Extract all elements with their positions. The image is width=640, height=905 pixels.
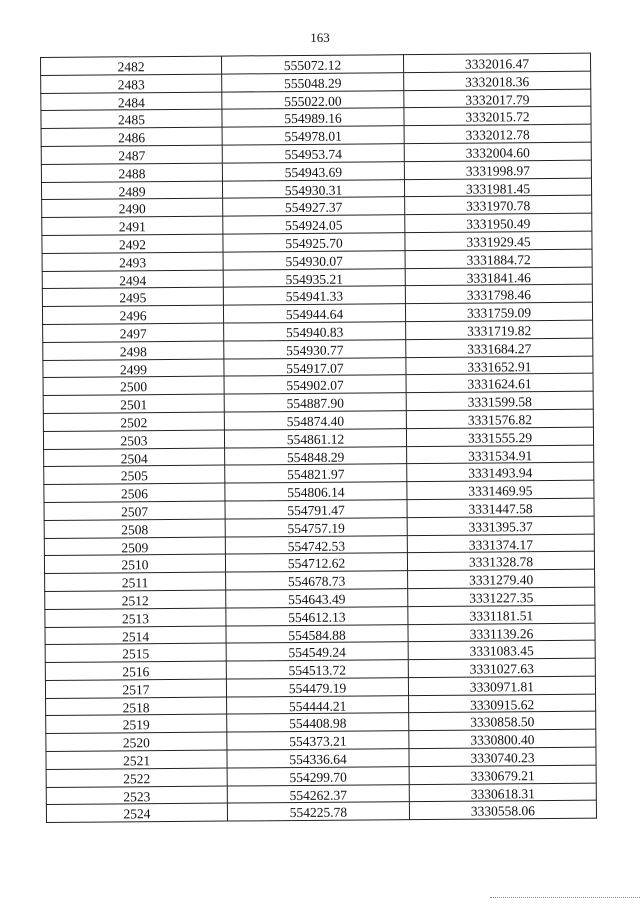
y-coordinate-cell-text: 3330858.50 <box>470 714 535 731</box>
point-number-cell-text: 2517 <box>122 682 150 698</box>
point-number-cell-text: 2486 <box>118 130 146 146</box>
x-coordinate-cell <box>226 589 408 608</box>
x-coordinate-cell-text: 554874.40 <box>286 413 345 430</box>
point-number-cell-text: 2509 <box>121 539 149 555</box>
point-number-cell-text: 2484 <box>117 94 145 110</box>
x-coordinate-cell-text: 554299.70 <box>289 769 347 785</box>
y-coordinate-cell-text: 3331534.91 <box>468 447 533 464</box>
x-coordinate-cell-text: 554941.33 <box>285 288 344 305</box>
x-coordinate-cell-text: 554943.69 <box>284 164 343 180</box>
y-coordinate-cell-text: 3330915.62 <box>469 696 535 713</box>
x-coordinate-cell <box>227 766 409 785</box>
x-coordinate-cell <box>221 55 403 74</box>
point-number-cell <box>41 181 222 200</box>
point-number-cell-text: 2489 <box>118 183 146 199</box>
y-coordinate-cell-text: 3331395.37 <box>468 518 533 535</box>
x-coordinate-cell-text: 554925.70 <box>285 235 343 252</box>
x-coordinate-cell-text: 554924.05 <box>285 217 343 234</box>
x-coordinate-cell <box>222 126 404 145</box>
x-coordinate-cell <box>225 553 407 572</box>
point-number-cell <box>44 537 225 556</box>
point-number-cell-text: 2502 <box>120 415 148 431</box>
y-coordinate-cell-text: 3331227.35 <box>469 590 534 606</box>
x-coordinate-cell-text: 554612.13 <box>288 609 346 625</box>
x-coordinate-cell <box>226 624 408 643</box>
point-number-cell <box>44 448 225 467</box>
point-number-cell-text: 2500 <box>120 379 148 395</box>
point-number-cell <box>42 270 223 289</box>
point-number-cell <box>42 216 223 235</box>
x-coordinate-cell <box>227 731 409 750</box>
x-coordinate-cell-text: 554549.24 <box>288 644 346 661</box>
y-coordinate-cell-text: 3331027.63 <box>469 661 534 677</box>
y-coordinate-cell-text: 3332018.36 <box>465 73 530 90</box>
x-coordinate-cell <box>226 678 408 697</box>
y-coordinate-cell-text: 3331684.27 <box>467 340 532 357</box>
y-coordinate-cell-text: 3331950.49 <box>466 216 531 232</box>
point-number-cell <box>45 679 226 698</box>
y-coordinate-cell-text: 3331181.51 <box>469 607 534 624</box>
x-coordinate-cell-text: 554712.62 <box>287 555 346 572</box>
x-coordinate-cell-text: 554791.47 <box>287 502 345 518</box>
coordinates-table <box>40 53 597 824</box>
scan-edge-mark <box>490 897 640 899</box>
x-coordinate-cell-text: 554479.19 <box>288 680 347 696</box>
y-coordinate-cell-text: 3331970.78 <box>466 198 531 215</box>
point-number-cell <box>42 305 223 324</box>
y-coordinate-cell-text: 3330558.06 <box>470 803 536 820</box>
point-number-cell-text: 2510 <box>121 557 149 573</box>
point-number-cell <box>45 643 226 662</box>
x-coordinate-cell-text: 554806.14 <box>287 484 345 501</box>
y-coordinate-cell <box>407 480 594 499</box>
y-coordinate-cell <box>405 302 592 321</box>
point-number-cell <box>45 590 226 609</box>
point-number-cell-text: 2491 <box>118 219 146 235</box>
x-coordinate-cell-text: 554643.49 <box>288 591 346 607</box>
x-coordinate-cell-text: 554757.19 <box>287 520 345 536</box>
point-number-cell-text: 2496 <box>119 308 147 324</box>
x-coordinate-cell <box>222 72 404 91</box>
point-number-cell <box>44 519 225 538</box>
y-coordinate-cell <box>405 196 592 215</box>
x-coordinate-cell <box>222 179 404 198</box>
y-coordinate-cell <box>409 747 596 766</box>
x-coordinate-cell <box>223 286 405 305</box>
y-coordinate-cell-text: 3331719.82 <box>467 323 532 339</box>
y-coordinate-cell-text: 3331652.91 <box>467 358 532 375</box>
point-number-cell-text: 2487 <box>118 148 146 164</box>
point-number-cell <box>41 109 222 128</box>
point-number-cell-text: 2511 <box>121 575 149 591</box>
point-number-cell <box>45 608 226 627</box>
point-number-cell <box>41 127 222 146</box>
x-coordinate-cell <box>222 108 404 127</box>
coordinates-table-body <box>41 53 597 823</box>
point-number-cell <box>42 234 223 253</box>
y-coordinate-cell-text: 3331624.61 <box>467 376 532 392</box>
y-coordinate-cell <box>408 658 595 677</box>
y-coordinate-cell-text: 3331469.95 <box>468 483 533 499</box>
point-number-cell-text: 2498 <box>119 343 147 360</box>
y-coordinate-cell-text: 3330618.31 <box>470 785 535 802</box>
x-coordinate-cell-text: 554902.07 <box>286 377 344 394</box>
y-coordinate-cell <box>406 391 593 410</box>
point-number-cell <box>43 359 224 378</box>
x-coordinate-cell <box>223 250 405 269</box>
point-number-cell <box>43 323 224 342</box>
point-number-cell-text: 2521 <box>122 753 151 769</box>
y-coordinate-cell-text: 3331929.45 <box>466 234 531 250</box>
y-coordinate-cell-text: 3331841.46 <box>466 269 531 286</box>
point-number-cell-text: 2497 <box>119 326 147 342</box>
y-coordinate-cell-text: 3331279.40 <box>469 572 534 588</box>
y-coordinate-cell <box>409 783 596 802</box>
y-coordinate-cell-text: 3331139.26 <box>469 625 534 642</box>
x-coordinate-cell <box>225 500 407 519</box>
x-coordinate-cell <box>225 517 407 536</box>
y-coordinate-cell <box>408 587 595 606</box>
y-coordinate-cell <box>407 534 594 553</box>
x-coordinate-cell-text: 554373.21 <box>289 733 347 750</box>
x-coordinate-cell-text: 554930.07 <box>285 253 343 269</box>
y-coordinate-cell <box>409 712 596 731</box>
x-coordinate-cell <box>227 695 409 714</box>
x-coordinate-cell-text: 554940.83 <box>285 324 344 341</box>
y-coordinate-cell-text: 3330800.40 <box>470 732 535 748</box>
point-number-cell-text: 2493 <box>119 254 147 271</box>
x-coordinate-cell-text: 554930.31 <box>284 182 343 198</box>
point-number-cell-text: 2506 <box>120 486 148 502</box>
x-coordinate-cell-text: 554742.53 <box>287 538 346 554</box>
y-coordinate-cell-text: 3332015.72 <box>465 109 530 126</box>
point-number-cell-text: 2522 <box>123 771 151 787</box>
x-coordinate-cell <box>223 304 405 323</box>
y-coordinate-cell <box>406 374 593 393</box>
x-coordinate-cell-text: 554861.12 <box>286 431 345 447</box>
point-number-cell-text: 2503 <box>120 432 148 449</box>
y-coordinate-cell <box>404 89 591 108</box>
y-coordinate-cell <box>405 285 592 304</box>
y-coordinate-cell-text: 3331493.94 <box>468 465 533 481</box>
x-coordinate-cell-text: 554336.64 <box>289 751 347 768</box>
y-coordinate-cell <box>407 445 594 464</box>
point-number-cell <box>43 430 224 449</box>
x-coordinate-cell-text: 554989.16 <box>284 111 342 127</box>
y-coordinate-cell <box>409 765 596 784</box>
point-number-cell <box>46 786 227 805</box>
x-coordinate-cell <box>223 197 405 216</box>
point-number-cell-text: 2519 <box>122 717 150 733</box>
point-number-cell-text: 2513 <box>121 610 149 627</box>
x-coordinate-cell <box>226 606 408 625</box>
x-coordinate-cell <box>226 660 408 679</box>
x-coordinate-cell-text: 554408.98 <box>289 716 347 732</box>
y-coordinate-cell <box>404 124 591 143</box>
x-coordinate-cell <box>223 268 405 287</box>
y-coordinate-cell-text: 3332004.60 <box>465 145 530 161</box>
y-coordinate-cell <box>408 676 595 695</box>
x-coordinate-cell <box>226 642 408 661</box>
y-coordinate-cell-text: 3331998.97 <box>465 162 531 179</box>
x-coordinate-cell-text: 554917.07 <box>286 360 344 376</box>
point-number-cell-text: 2490 <box>118 201 146 217</box>
y-coordinate-cell <box>404 71 591 90</box>
point-number-cell <box>44 501 225 520</box>
point-number-cell <box>44 465 225 484</box>
point-number-cell-text: 2492 <box>118 237 147 253</box>
x-coordinate-cell-text: 554225.78 <box>289 805 348 821</box>
point-number-cell <box>46 715 227 734</box>
x-coordinate-cell <box>227 749 409 768</box>
point-number-cell <box>46 768 227 787</box>
y-coordinate-cell <box>405 267 592 286</box>
y-coordinate-cell-text: 3331798.46 <box>466 287 532 304</box>
x-coordinate-cell <box>225 464 407 483</box>
x-coordinate-cell-text: 554978.01 <box>284 128 342 145</box>
y-coordinate-cell-text: 3332017.79 <box>465 91 530 108</box>
x-coordinate-cell <box>227 713 409 732</box>
y-coordinate-cell <box>409 729 596 748</box>
y-coordinate-cell <box>407 516 594 535</box>
point-number-cell <box>41 56 222 75</box>
point-number-cell-text: 2485 <box>117 112 146 128</box>
x-coordinate-cell <box>226 571 408 590</box>
point-number-cell <box>45 572 226 591</box>
point-number-cell-text: 2488 <box>118 165 146 182</box>
y-coordinate-cell <box>408 623 595 642</box>
point-number-cell <box>41 92 222 111</box>
x-coordinate-cell <box>225 535 407 554</box>
point-number-cell <box>46 732 227 751</box>
y-coordinate-cell-text: 3331555.29 <box>467 429 533 446</box>
y-coordinate-cell <box>404 107 591 126</box>
point-number-cell-text: 2495 <box>119 290 147 306</box>
point-number-cell-text: 2483 <box>117 76 145 93</box>
y-coordinate-cell-text: 3332012.78 <box>465 127 530 143</box>
y-coordinate-cell <box>406 356 593 375</box>
point-number-cell-text: 2482 <box>117 59 145 75</box>
point-number-cell <box>45 661 226 680</box>
y-coordinate-cell-text: 3332016.47 <box>464 56 530 72</box>
x-coordinate-cell-text: 554953.74 <box>284 146 343 163</box>
y-coordinate-cell-text: 3331083.45 <box>469 643 534 659</box>
point-number-cell <box>42 198 223 217</box>
x-coordinate-cell <box>224 411 406 430</box>
y-coordinate-cell-text: 3331759.09 <box>466 305 532 321</box>
y-coordinate-cell <box>408 569 595 588</box>
y-coordinate-cell <box>406 427 593 446</box>
x-coordinate-cell <box>227 784 409 803</box>
x-coordinate-cell <box>222 144 404 163</box>
y-coordinate-cell-text: 3330679.21 <box>470 768 535 784</box>
y-coordinate-cell-text: 3331328.78 <box>468 554 534 570</box>
y-coordinate-cell-text: 3331447.58 <box>468 501 533 517</box>
point-number-cell-text: 2504 <box>120 450 148 466</box>
y-coordinate-cell <box>405 213 592 232</box>
y-coordinate-cell <box>408 605 595 624</box>
y-coordinate-cell <box>407 462 594 481</box>
x-coordinate-cell <box>223 215 405 234</box>
x-coordinate-cell-text: 554262.37 <box>289 787 348 803</box>
x-coordinate-cell-text: 554513.72 <box>288 662 347 679</box>
point-number-cell-text: 2514 <box>121 628 150 644</box>
x-coordinate-cell <box>222 90 404 109</box>
point-number-cell-text: 2499 <box>119 361 148 377</box>
point-number-cell <box>41 163 222 182</box>
y-coordinate-cell-text: 3331374.17 <box>468 536 533 553</box>
y-coordinate-cell-text: 3331884.72 <box>466 251 531 268</box>
y-coordinate-cell <box>406 338 593 357</box>
x-coordinate-cell-text: 554584.88 <box>288 627 346 643</box>
point-number-cell-text: 2505 <box>120 468 148 484</box>
point-number-cell-text: 2508 <box>121 521 149 538</box>
x-coordinate-cell <box>225 482 407 501</box>
y-coordinate-cell <box>405 249 592 268</box>
y-coordinate-cell <box>407 498 594 517</box>
point-number-cell <box>42 287 223 306</box>
x-coordinate-cell <box>224 339 406 358</box>
x-coordinate-cell-text: 554935.21 <box>285 271 343 287</box>
point-number-cell-text: 2507 <box>121 504 149 520</box>
point-number-cell <box>46 804 227 823</box>
x-coordinate-cell-text: 555048.29 <box>283 75 342 91</box>
point-number-cell <box>43 376 224 395</box>
x-coordinate-cell <box>224 357 406 376</box>
point-number-cell <box>43 341 224 360</box>
y-coordinate-cell <box>409 801 596 820</box>
x-coordinate-cell-text: 554887.90 <box>286 395 344 412</box>
point-number-cell <box>43 412 224 431</box>
x-coordinate-cell-text: 554944.64 <box>285 306 344 323</box>
x-coordinate-cell-text: 555022.00 <box>284 93 342 109</box>
point-number-cell-text: 2524 <box>123 806 151 822</box>
y-coordinate-cell <box>404 160 591 179</box>
y-coordinate-cell <box>406 409 593 428</box>
y-coordinate-cell-text: 3331599.58 <box>467 394 532 410</box>
y-coordinate-cell <box>407 551 594 570</box>
point-number-cell <box>44 483 225 502</box>
x-coordinate-cell <box>227 802 409 821</box>
x-coordinate-cell <box>222 161 404 180</box>
x-coordinate-cell-text: 554678.73 <box>287 573 346 590</box>
point-number-cell <box>44 554 225 573</box>
point-number-cell <box>46 697 227 716</box>
x-coordinate-cell <box>224 375 406 394</box>
y-coordinate-cell <box>403 53 590 72</box>
y-coordinate-cell <box>408 640 595 659</box>
point-number-cell-text: 2501 <box>120 397 148 413</box>
point-number-cell <box>42 252 223 271</box>
x-coordinate-cell-text: 554444.21 <box>288 698 347 714</box>
x-coordinate-cell <box>224 322 406 341</box>
x-coordinate-cell <box>224 393 406 412</box>
point-number-cell <box>41 145 222 164</box>
point-number-cell-text: 2515 <box>122 646 150 662</box>
point-number-cell <box>43 394 224 413</box>
x-coordinate-cell <box>224 428 406 447</box>
point-number-cell-text: 2523 <box>123 788 151 805</box>
x-coordinate-cell <box>223 233 405 252</box>
y-coordinate-cell <box>404 142 591 161</box>
x-coordinate-cell-text: 554930.77 <box>286 342 344 358</box>
x-coordinate-cell-text: 554848.29 <box>286 449 345 465</box>
y-coordinate-cell-text: 3330740.23 <box>470 750 535 766</box>
point-number-cell-text: 2518 <box>122 699 150 716</box>
point-number-cell-text: 2494 <box>119 272 147 288</box>
y-coordinate-cell-text: 3330971.81 <box>469 679 535 695</box>
page-number: 163 <box>310 30 330 45</box>
y-coordinate-cell <box>409 694 596 713</box>
point-number-cell <box>41 74 222 93</box>
x-coordinate-cell <box>225 446 407 465</box>
point-number-cell-text: 2516 <box>122 664 150 680</box>
x-coordinate-cell-text: 555072.12 <box>283 57 342 74</box>
x-coordinate-cell-text: 554821.97 <box>287 466 345 483</box>
y-coordinate-cell-text: 3331576.82 <box>467 412 532 428</box>
point-number-cell-text: 2520 <box>122 735 150 751</box>
point-number-cell <box>45 626 226 645</box>
x-coordinate-cell-text: 554927.37 <box>284 200 343 216</box>
point-number-cell-text: 2512 <box>121 593 149 609</box>
y-coordinate-cell <box>404 178 591 197</box>
y-coordinate-cell <box>406 320 593 339</box>
y-coordinate-cell-text: 3331981.45 <box>465 180 531 197</box>
point-number-cell <box>46 750 227 769</box>
y-coordinate-cell <box>405 231 592 250</box>
